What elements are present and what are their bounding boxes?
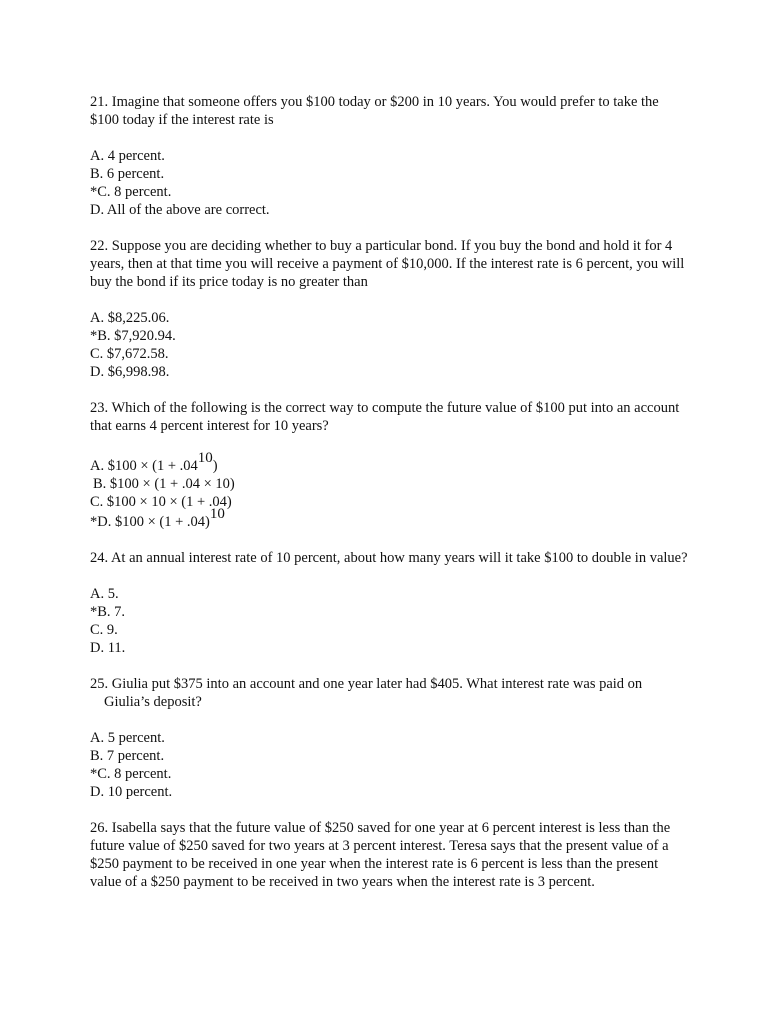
- question-text: 23. Which of the following is the correct way to compute the future value of $100 put into an account that earns 4 percent interest for 10 years?: [90, 400, 680, 434]
- answer-choices: [90, 450, 690, 531]
- answer-choice: *B. 7.: [90, 604, 126, 620]
- formula-tail: ): [212, 458, 218, 474]
- answer-choice: [90, 506, 690, 531]
- answer-choice: [90, 450, 690, 475]
- answer-choice: B. 6 percent.: [90, 166, 165, 182]
- answer-choice: A. 5 percent.: [90, 730, 165, 746]
- question-text: 26. Isabella says that the future value of $250 saved for one year at 6 percent interest is less than the future value of $250 saved for two years at 3 percent interest. Teresa says that the present value of a $250 payment to be received in one year when the interest rate is 6 percent is less than the present value of a $250 payment to be received in two years when the interest rate is 3 percent.: [90, 820, 671, 890]
- exponent: 10: [197, 450, 213, 467]
- formula-base: B. $100 × (1 + .04 × 10): [93, 476, 235, 492]
- question-text: 22. Suppose you are deciding whether to buy a particular bond. If you buy the bond and hold it for 4 years, then at that time you will receive a payment of $10,000. If the interest rate is 6 percent, you will buy the bond if its price today is no greater than: [90, 238, 685, 290]
- answer-choice: D. $6,998.98.: [90, 364, 170, 380]
- exponent: 10: [209, 506, 225, 523]
- answer-choices: [90, 309, 690, 381]
- answer-choices: [90, 729, 690, 801]
- answer-choice: C. $7,672.58.: [90, 346, 169, 362]
- answer-choice: *B. $7,920.94.: [90, 328, 176, 344]
- answer-choice: C. 9.: [90, 622, 118, 638]
- answer-choice: *C. 8 percent.: [90, 766, 172, 782]
- answer-choices: [90, 585, 690, 657]
- question-text: 24. At an annual interest rate of 10 percent, about how many years will it take $100 to double in value?: [90, 550, 688, 566]
- question-21: [90, 93, 690, 219]
- question-text: 21. Imagine that someone offers you $100 today or $200 in 10 years. You would prefer to take the $100 today if the interest rate is: [90, 94, 659, 128]
- question-26: [90, 819, 690, 891]
- formula-base: *D. $100 × (1 + .04): [90, 514, 210, 530]
- formula-base: C. $100 × 10 × (1 + .04): [90, 494, 232, 510]
- answer-choice: B. 7 percent.: [90, 748, 165, 764]
- answer-choice: D. 10 percent.: [90, 784, 173, 800]
- answer-choice: A. $8,225.06.: [90, 310, 170, 326]
- answer-choice: [90, 493, 690, 511]
- answer-choice: A. 4 percent.: [90, 148, 165, 164]
- answer-choice: D. All of the above are correct.: [90, 202, 270, 218]
- document-page: [90, 93, 690, 891]
- answer-choice: D. 11.: [90, 640, 126, 656]
- question-text: 25. Giulia put $375 into an account and one year later had $405. What interest rate was paid on Giulia’s deposit?: [90, 676, 643, 710]
- question-25: [90, 675, 690, 801]
- question-22: [90, 237, 690, 381]
- formula-base: A. $100 × (1 + .04: [90, 458, 198, 474]
- question-24: [90, 549, 690, 657]
- answer-choice: A. 5.: [90, 586, 119, 602]
- answer-choice: *C. 8 percent.: [90, 184, 172, 200]
- question-23: [90, 399, 690, 531]
- answer-choice: [90, 475, 690, 493]
- answer-choices: [90, 147, 690, 219]
